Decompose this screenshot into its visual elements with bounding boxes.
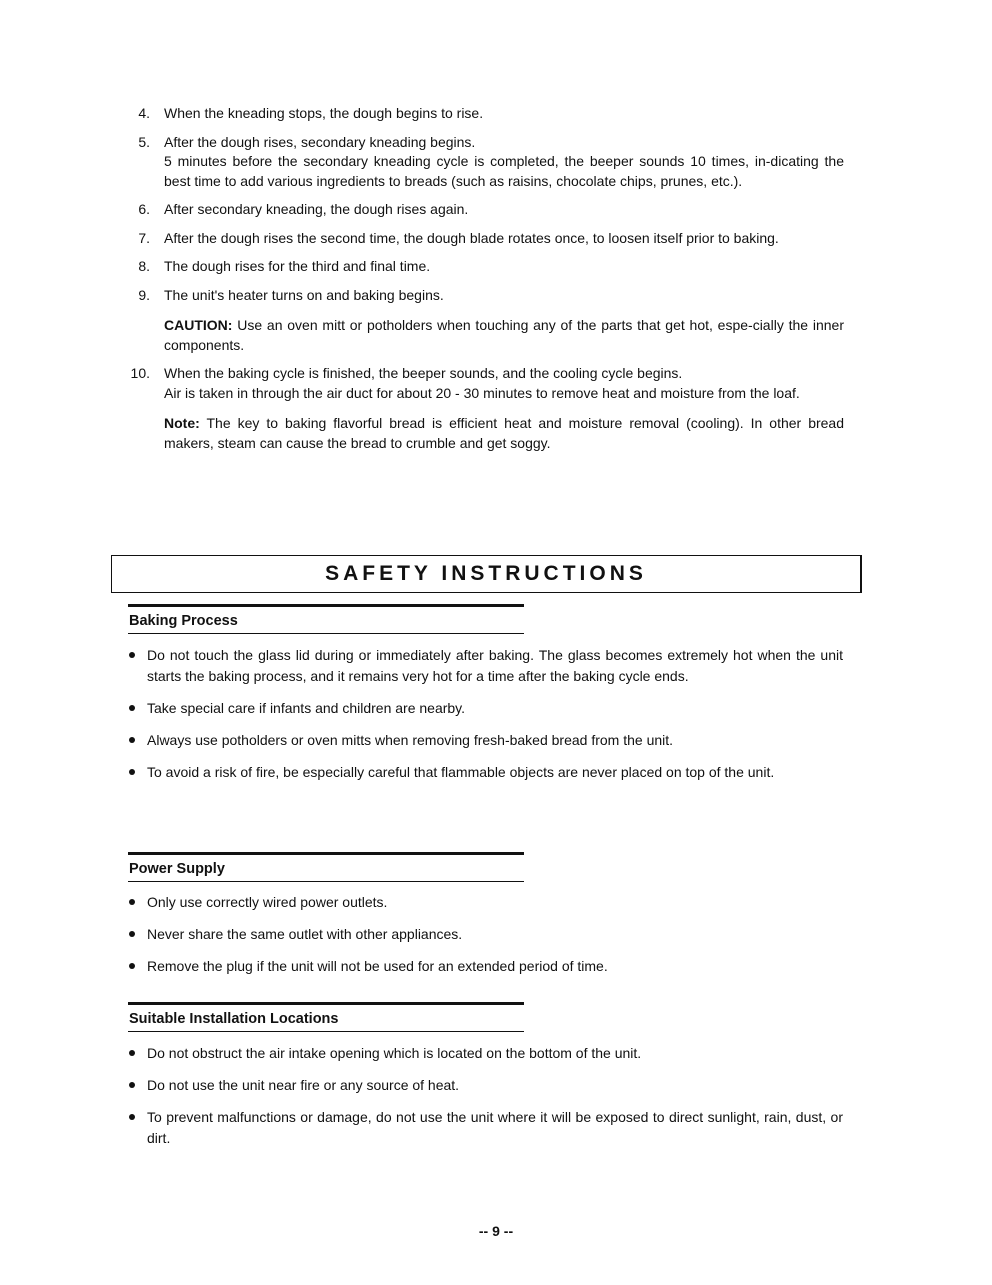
bullet-icon: [129, 769, 135, 775]
step-text: After secondary kneading, the dough rises again.: [164, 201, 469, 217]
step-9: [0, 286, 992, 356]
installation-locations-list: [0, 1043, 992, 1160]
step-4: [0, 104, 992, 124]
section-heading-power-supply: [128, 852, 524, 882]
step-8: [0, 257, 992, 277]
section-heading-text: Suitable Installation Locations: [129, 1011, 339, 1027]
bullet-icon: [129, 652, 135, 658]
bullet-icon: [129, 1082, 135, 1088]
list-item: Remove the plug if the unit will not be used for an extended period of time.: [147, 956, 843, 977]
step-number: 6.: [138, 201, 150, 217]
section-heading-text: Baking Process: [129, 613, 238, 629]
bullet-icon: [129, 737, 135, 743]
bullet-icon: [129, 1050, 135, 1056]
caution-note: [164, 316, 844, 355]
step-number: 10.: [130, 365, 150, 381]
bullet-icon: [129, 705, 135, 711]
bullet-icon: [129, 931, 135, 937]
list-item: Do not use the unit near fire or any source of heat.: [147, 1075, 843, 1096]
step-text: After the dough rises, secondary kneading begins.: [164, 133, 476, 150]
power-supply-list: [0, 892, 992, 988]
step-10: [0, 364, 992, 453]
step-5: [0, 133, 992, 192]
step-text: When the kneading stops, the dough begins to rise.: [164, 105, 484, 121]
note-text: The key to baking flavorful bread is efficient heat and moisture removal (cooling). In other bread makers, steam can cause the bread to crumble and get soggy.: [164, 415, 844, 451]
list-item: To prevent malfunctions or damage, do not use the unit where it will be exposed to direct sunlight, rain, dust, or dirt.: [147, 1107, 843, 1149]
list-item: Take special care if infants and children are nearby.: [147, 698, 843, 719]
section-heading-installation-locations: [128, 1002, 524, 1032]
section-heading-baking-process: [128, 604, 524, 634]
step-number: 8.: [138, 258, 150, 274]
list-item: Never share the same outlet with other appliances.: [147, 924, 843, 945]
page-number: -- 9 --: [478, 1223, 514, 1239]
bullet-icon: [129, 963, 135, 969]
step-7: [0, 229, 992, 249]
step-text: When the baking cycle is finished, the beeper sounds, and the cooling cycle begins.: [164, 365, 683, 381]
baking-process-list: [0, 645, 992, 794]
list-item: To avoid a risk of fire, be especially careful that flammable objects are never placed on top of the unit.: [147, 762, 843, 783]
step-text: Air is taken in through the air duct for about 20 - 30 minutes to remove heat and moisture from the loaf.: [164, 384, 800, 401]
step-6: [0, 200, 992, 220]
list-item: Do not touch the glass lid during or immediately after baking. The glass becomes extremely hot when the unit starts the baking process, and it remains very hot for a time after the baking cycle ends.: [147, 645, 843, 687]
step-text: The dough rises for the third and final time.: [164, 258, 431, 274]
step-number: 9.: [138, 286, 150, 303]
step-text: The unit's heater turns on and baking begins.: [164, 286, 444, 303]
safety-instructions-banner: [111, 555, 862, 593]
bullet-icon: [129, 1114, 135, 1120]
caution-label: CAUTION:: [164, 317, 233, 333]
list-item: Always use potholders or oven mitts when removing fresh-baked bread from the unit.: [147, 730, 843, 751]
note-label: Note:: [164, 415, 200, 431]
step-number: 7.: [138, 229, 150, 246]
list-item: Only use correctly wired power outlets.: [147, 892, 843, 913]
note: [164, 414, 844, 453]
numbered-steps: [0, 104, 992, 462]
list-item: Do not obstruct the air intake opening which is located on the bottom of the unit.: [147, 1043, 843, 1064]
step-number: 4.: [138, 105, 150, 121]
step-text: 5 minutes before the secondary kneading cycle is completed, the beeper sounds 10 times, in-dicating the best time to add various ingredients to breads (such as raisins, chocolate chips, prunes, etc.).: [164, 153, 844, 189]
section-heading-text: Power Supply: [129, 861, 225, 877]
banner-title: SAFETY INSTRUCTIONS: [325, 562, 647, 585]
step-text: After the dough rises the second time, the dough blade rotates once, to loosen itself prior to baking.: [164, 229, 779, 246]
bullet-icon: [129, 899, 135, 905]
step-number: 5.: [138, 133, 150, 150]
caution-text: Use an oven mitt or potholders when touching any of the parts that get hot, espe-cially the inner components.: [164, 317, 844, 353]
